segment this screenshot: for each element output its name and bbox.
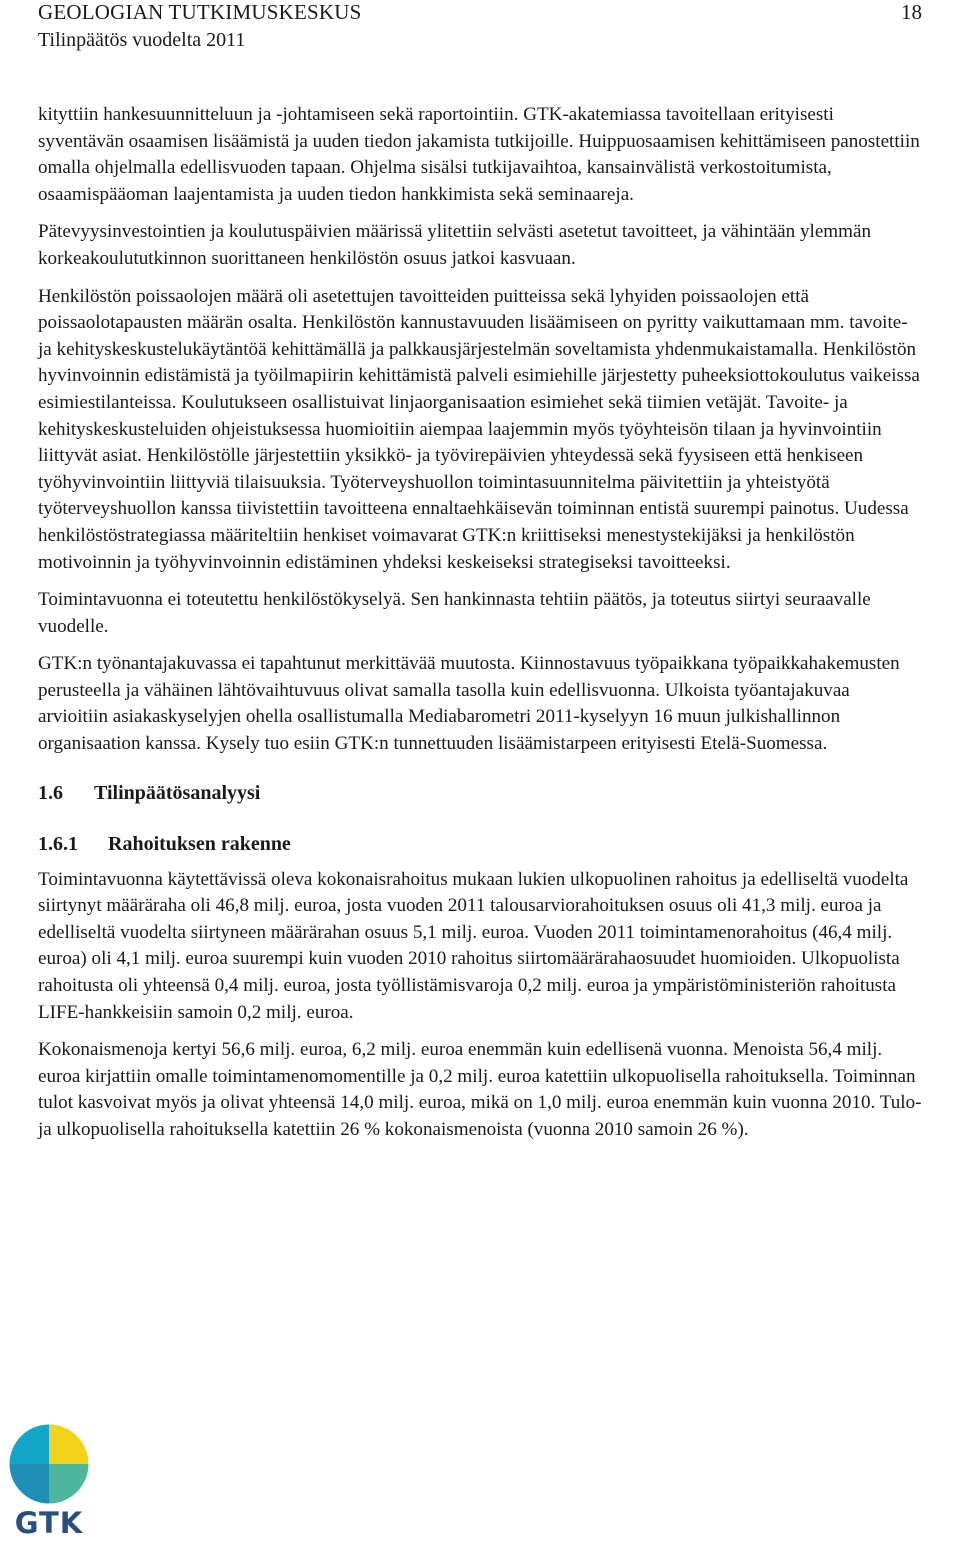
paragraph: kityttiin hankesuunnitteluun ja -johtamiseen sekä raportointiin. GTK-akatemiassa tavoitellaan erityisesti syventävän osaamisen lisäämistä ja uuden tiedon jakamista tutkijoille. Huippuosaamisen kehittämiseen panostettiin omalla ohjelmalla edellisvuoden tapaan. Ohjelma sisälsi tutkijavaihtoa, kansainvälistä verkostoitumista, osaamispääoman laajentamista ja uuden tiedon hankkimista sekä seminaareja. (38, 104, 920, 205)
section-number: 1.6 (38, 781, 63, 804)
document-body (38, 102, 922, 1155)
page-number: 18 (901, 0, 922, 24)
paragraph: Kokonaismenoja kertyi 56,6 milj. euroa, 6,2 milj. euroa enemmän kuin edellisenä vuonna. Menoista 56,4 milj. euroa kirjattiin omalle toimintamenomomentille ja 0,2 milj. euroa katettiin ulkopuolisella rahoituksella. Toiminnan tulot kasvoivat myös ja olivat yhteensä 14,0 milj. euroa, mikä on 1,0 milj. euroa enemmän kuin vuonna 2010. Tulo- ja ulkopuolisella rahoituksella katettiin 26 % kokonaismenoista (vuonna 2010 samoin 26 %). (38, 1039, 922, 1140)
subsection-heading (38, 832, 922, 856)
paragraph: Henkilöstön poissaolojen määrä oli asetettujen tavoitteiden puitteissa sekä lyhyiden poissaolojen että poissaolotapausten määrän osalta. Henkilöstön kannustavuuden lisäämiseen on pyritty vaikuttamaan mm. tavoite- ja kehityskeskustelukäytäntöä kehittämällä ja palkkausjärjestelmän soveltamista yhdenmukaistamalla. Henkilöstön hyvinvoinnin edistämistä ja työilmapiirin kehittämistä palveli esimiehille järjestetty puheeksiottokoulutus vaikeissa esimiestilanteissa. Koulutukseen osallistuivat linjaorganisaation esimiehet sekä tiimien vetäjät. Tavoite- ja kehityskeskusteluiden ohjeistuksessa huomioitiin aiempaa laajemmin myös työyhteisön tilaan ja hyvinvointiin liittyvät asiat. Henkilöstölle järjestettiin yksikkö- ja työvirepäivien yhteydessä sekä fyysiseen että henkiseen työhyvinvointiin liittyviä tilaisuuksia. Työterveyshuollon toimintasuunnitelma päivitettiin ja yhteistyötä työterveyshuollon kanssa tiivistettiin tavoitteena ennaltaehkäisevän toiminnan entistä suurempi painotus. Uudessa henkilöstöstrategiassa määriteltiin henkiset voimavarat GTK:n kriittiseksi menestystekijäksi ja henkilöstön motivoinnin ja työhyvinvoinnin edistäminen yhdeksi keskeiseksi strategiseksi tavoitteeksi. (38, 285, 920, 573)
paragraph: Toimintavuonna ei toteutettu henkilöstökyselyä. Sen hankinnasta tehtiin päätös, ja toteutus siirtyi seuraavalle vuodelle. (38, 589, 871, 637)
organization-name: GEOLOGIAN TUTKIMUSKESKUS (38, 0, 362, 24)
section-title: Tilinpäätösanalyysi (94, 781, 261, 804)
page-header (38, 0, 922, 52)
paragraph: Pätevyysinvestointien ja koulutuspäivien määrissä ylitettiin selvästi asetetut tavoitteet, ja vähintään ylemmän korkeakoulututkinnon suorittaneen henkilöstön osuus jatkoi kasvuaan. (38, 221, 872, 269)
paragraph: Toimintavuonna käytettävissä oleva kokonaisrahoitus mukaan lukien ulkopuolinen rahoitus ja edelliseltä vuodelta siirtynyt määräraha oli 46,8 milj. euroa, josta vuoden 2011 talousarviorahoituksen osuus oli 41,3 milj. euroa ja edelliseltä vuodelta siirtyneen määrärahan osuus 5,1 milj. euroa. Vuoden 2011 toimintamenorahoitus (46,4 milj. euroa) oli 4,1 milj. euroa suurempi kuin vuoden 2010 rahoitus siirtomäärärahaosuudet huomioiden. Ulkopuolista rahoitusta oli yhteensä 0,4 milj. euroa, josta työllistämisvaroja 0,2 milj. euroa ja ympäristöministeriön rahoitusta LIFE-hankkeisiin samoin 0,2 milj. euroa. (38, 868, 909, 1023)
gtk-globe-icon (4, 1422, 94, 1506)
document-title: Tilinpäätös vuodelta 2011 (38, 29, 246, 51)
subsection-title: Rahoituksen rakenne (108, 832, 291, 855)
section-heading (38, 781, 922, 805)
subsection-number: 1.6.1 (38, 832, 78, 855)
paragraph: GTK:n työnantajakuvassa ei tapahtunut merkittävää muutosta. Kiinnostavuus työpaikkana työpaikkahakemusten perusteella ja vähäinen lähtövaihtuvuus olivat samalla tasolla kuin edellisvuonna. Ulkoista työantajakuvaa arvioitiin asiakaskyselyjen ohella osallistumalla Mediabarometri 2011-kyselyyn 16 muun julkishallinnon organisaation kanssa. Kysely tuo esiin GTK:n tunnettuuden lisäämistarpeen erityisesti Etelä-Suomessa. (38, 653, 900, 755)
gtk-logo-text: GTK (14, 1506, 84, 1540)
